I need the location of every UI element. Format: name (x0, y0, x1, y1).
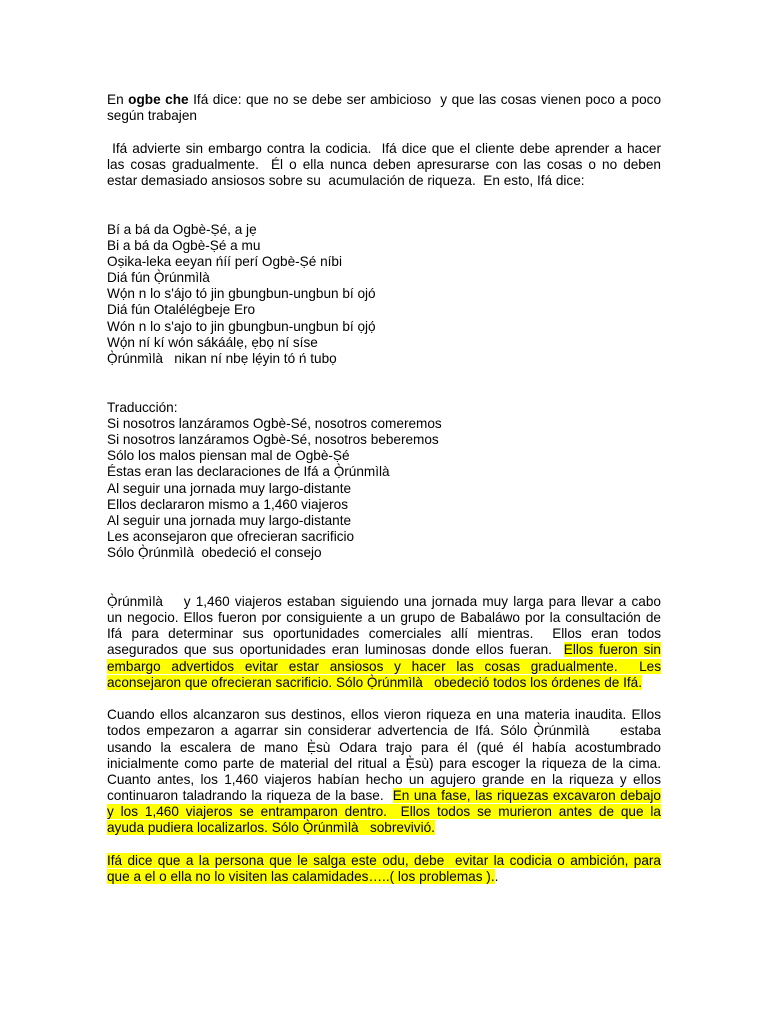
translation-line: Al seguir una jornada muy largo-distante (107, 512, 352, 528)
verse-line: Diá fún Otalélégbeje Ero (107, 302, 256, 318)
line-text: Ifá dice: que no se debe ser ambicioso y que las cosas vienen poco a poco (188, 92, 662, 107)
translation-line: Sólo los malos piensan mal de Ogbè-Ṣé (107, 448, 350, 464)
story-line: Ọ̀rúnmìlà y 1,460 viajeros estaban siguiendo una jornada muy larga para llevar a cabo (107, 593, 661, 609)
line-text: asegurados que sus oportunidades eran luminosas donde ellos fueran. (107, 642, 564, 658)
outcome-line (107, 804, 661, 820)
story-line (107, 659, 661, 675)
outcome-line: Cuanto antes, los 1,460 viajeros habían hecho un agujero grande en la riqueza y ellos (107, 771, 661, 787)
story-line: Ifá para determinar sus oportunidades comerciales allí mientras. Ellos eran todos (107, 626, 661, 642)
story-line (107, 675, 661, 691)
translation-line: Al seguir una jornada muy largo-distante (107, 480, 352, 496)
advice-paragraph (107, 141, 661, 190)
highlighted-text: embargo advertidos evitar estar ansiosos y hacer las cosas gradualmente. Les (107, 658, 661, 674)
verse-line: Ọ̀rúnmìlà nikan ní nbẹ lẹ́yin tó ń tubọ (107, 351, 337, 367)
translation-block (107, 400, 661, 562)
highlighted-text: En una fase, las riquezas excavaron debajo (392, 788, 661, 804)
outcome-line (107, 788, 661, 804)
outcome-line (107, 820, 661, 836)
outcome-line: inicialmente como parte de material del ritual a Ẹ̀sù) para escoger la riqueza de la cima. (107, 755, 661, 771)
conclusion-line (107, 853, 661, 869)
verse-block (107, 222, 661, 368)
verse-line: Wón n lo s'ajo to jin gbungbun-ungbun bí ọjọ́ (107, 318, 376, 334)
highlighted-text: aconsejaron que ofrecieran sacrificio. Sólo Ọ̀rúnmìlà obedeció todos los órdenes de Ifá. (107, 674, 642, 690)
outcome-line: Cuando ellos alcanzaron sus destinos, ellos vieron riqueza en una materia inaudita. Ellos (107, 707, 661, 723)
highlighted-text: y los 1,460 viajeros se entramparon dentro. Ellos todos se murieron antes de que la (107, 804, 661, 820)
translation-line: Sólo Ọ̀rúnmìlà obedeció el consejo (107, 545, 322, 561)
translation-line: Éstas eran las declaraciones de Ifá a Ọ̀rúnmìlà (107, 464, 390, 480)
verse-line: Wọ́n n lo s'ájo tó jin gbungbun-ungbun bí ojó (107, 286, 376, 302)
verse-line: Wọ́n ní kí wón sákáálẹ, ẹbọ ní síse (107, 334, 318, 350)
outcome-paragraph (107, 707, 661, 837)
translation-line: Les aconsejaron que ofrecieran sacrificio (107, 529, 355, 545)
conclusion-line (107, 869, 661, 885)
line-text: . (494, 869, 499, 885)
highlighted-text: que a el o ella no lo visiten las calamidades…..( los problemas ). (107, 869, 495, 885)
verse-line: Bi a bá da Ogbè-Ṣé a mu (107, 237, 261, 253)
verse-line: Bí a bá da Ogbè-Ṣé, a jẹ (107, 221, 257, 237)
odu-name: ogbe che (128, 92, 189, 107)
translation-line: Si nosotros lanzáramos Ogbè-Sé, nosotros comeremos (107, 415, 442, 431)
line-text: En (107, 92, 129, 107)
intro-line (107, 92, 661, 108)
advice-line: las cosas gradualmente. Él o ella nunca deben apresurarse con las cosas o no deben (107, 156, 661, 172)
line-text: continuaron taladrando la riqueza de la base. (107, 788, 393, 804)
highlighted-text: Ellos fueron sin (563, 642, 661, 658)
translation-heading: Traducción: (107, 399, 178, 415)
advice-line: estar demasiado ansiosos sobre su acumulación de riqueza. En esto, Ifá dice: (107, 172, 585, 188)
conclusion-paragraph (107, 853, 661, 885)
advice-line: Ifá advierte sin embargo contra la codicia. Ifá dice que el cliente debe aprender a hacer (107, 140, 661, 156)
story-line: un negocio. Ellos fueron por consiguiente a un grupo de Babaláwo por la consultación de (107, 610, 661, 626)
translation-line: Ellos declararon mismo a 1,460 viajeros (107, 496, 349, 512)
document-body (107, 92, 661, 885)
highlighted-text: ayuda pudiera localizarlos. Sólo Ọ̀rúnmìlà sobrevivió. (107, 820, 435, 836)
story-paragraph (107, 594, 661, 691)
verse-line: Diá fún Ọ̀rúnmìlà (107, 270, 210, 286)
outcome-line: todos empezaron a agarrar sin considerar advertencia de Ifá. Sólo Ọ̀rúnmìlà estaba (107, 723, 661, 739)
outcome-line: usando la escalera de mano Ẹ̀sù Odara trajo para él (qué él había acostumbrado (107, 739, 661, 755)
verse-line: Oṣika-leka eeyan ńíí perí Ogbè-Ṣé níbi (107, 253, 342, 269)
intro-paragraph (107, 92, 661, 124)
intro-line: según trabajen (107, 108, 197, 124)
translation-line: Si nosotros lanzáramos Ogbè-Sé, nosotros beberemos (107, 431, 439, 447)
story-line (107, 642, 661, 658)
highlighted-text: Ifá dice que a la persona que le salga este odu, debe evitar la codicia o ambición, para (107, 852, 661, 868)
